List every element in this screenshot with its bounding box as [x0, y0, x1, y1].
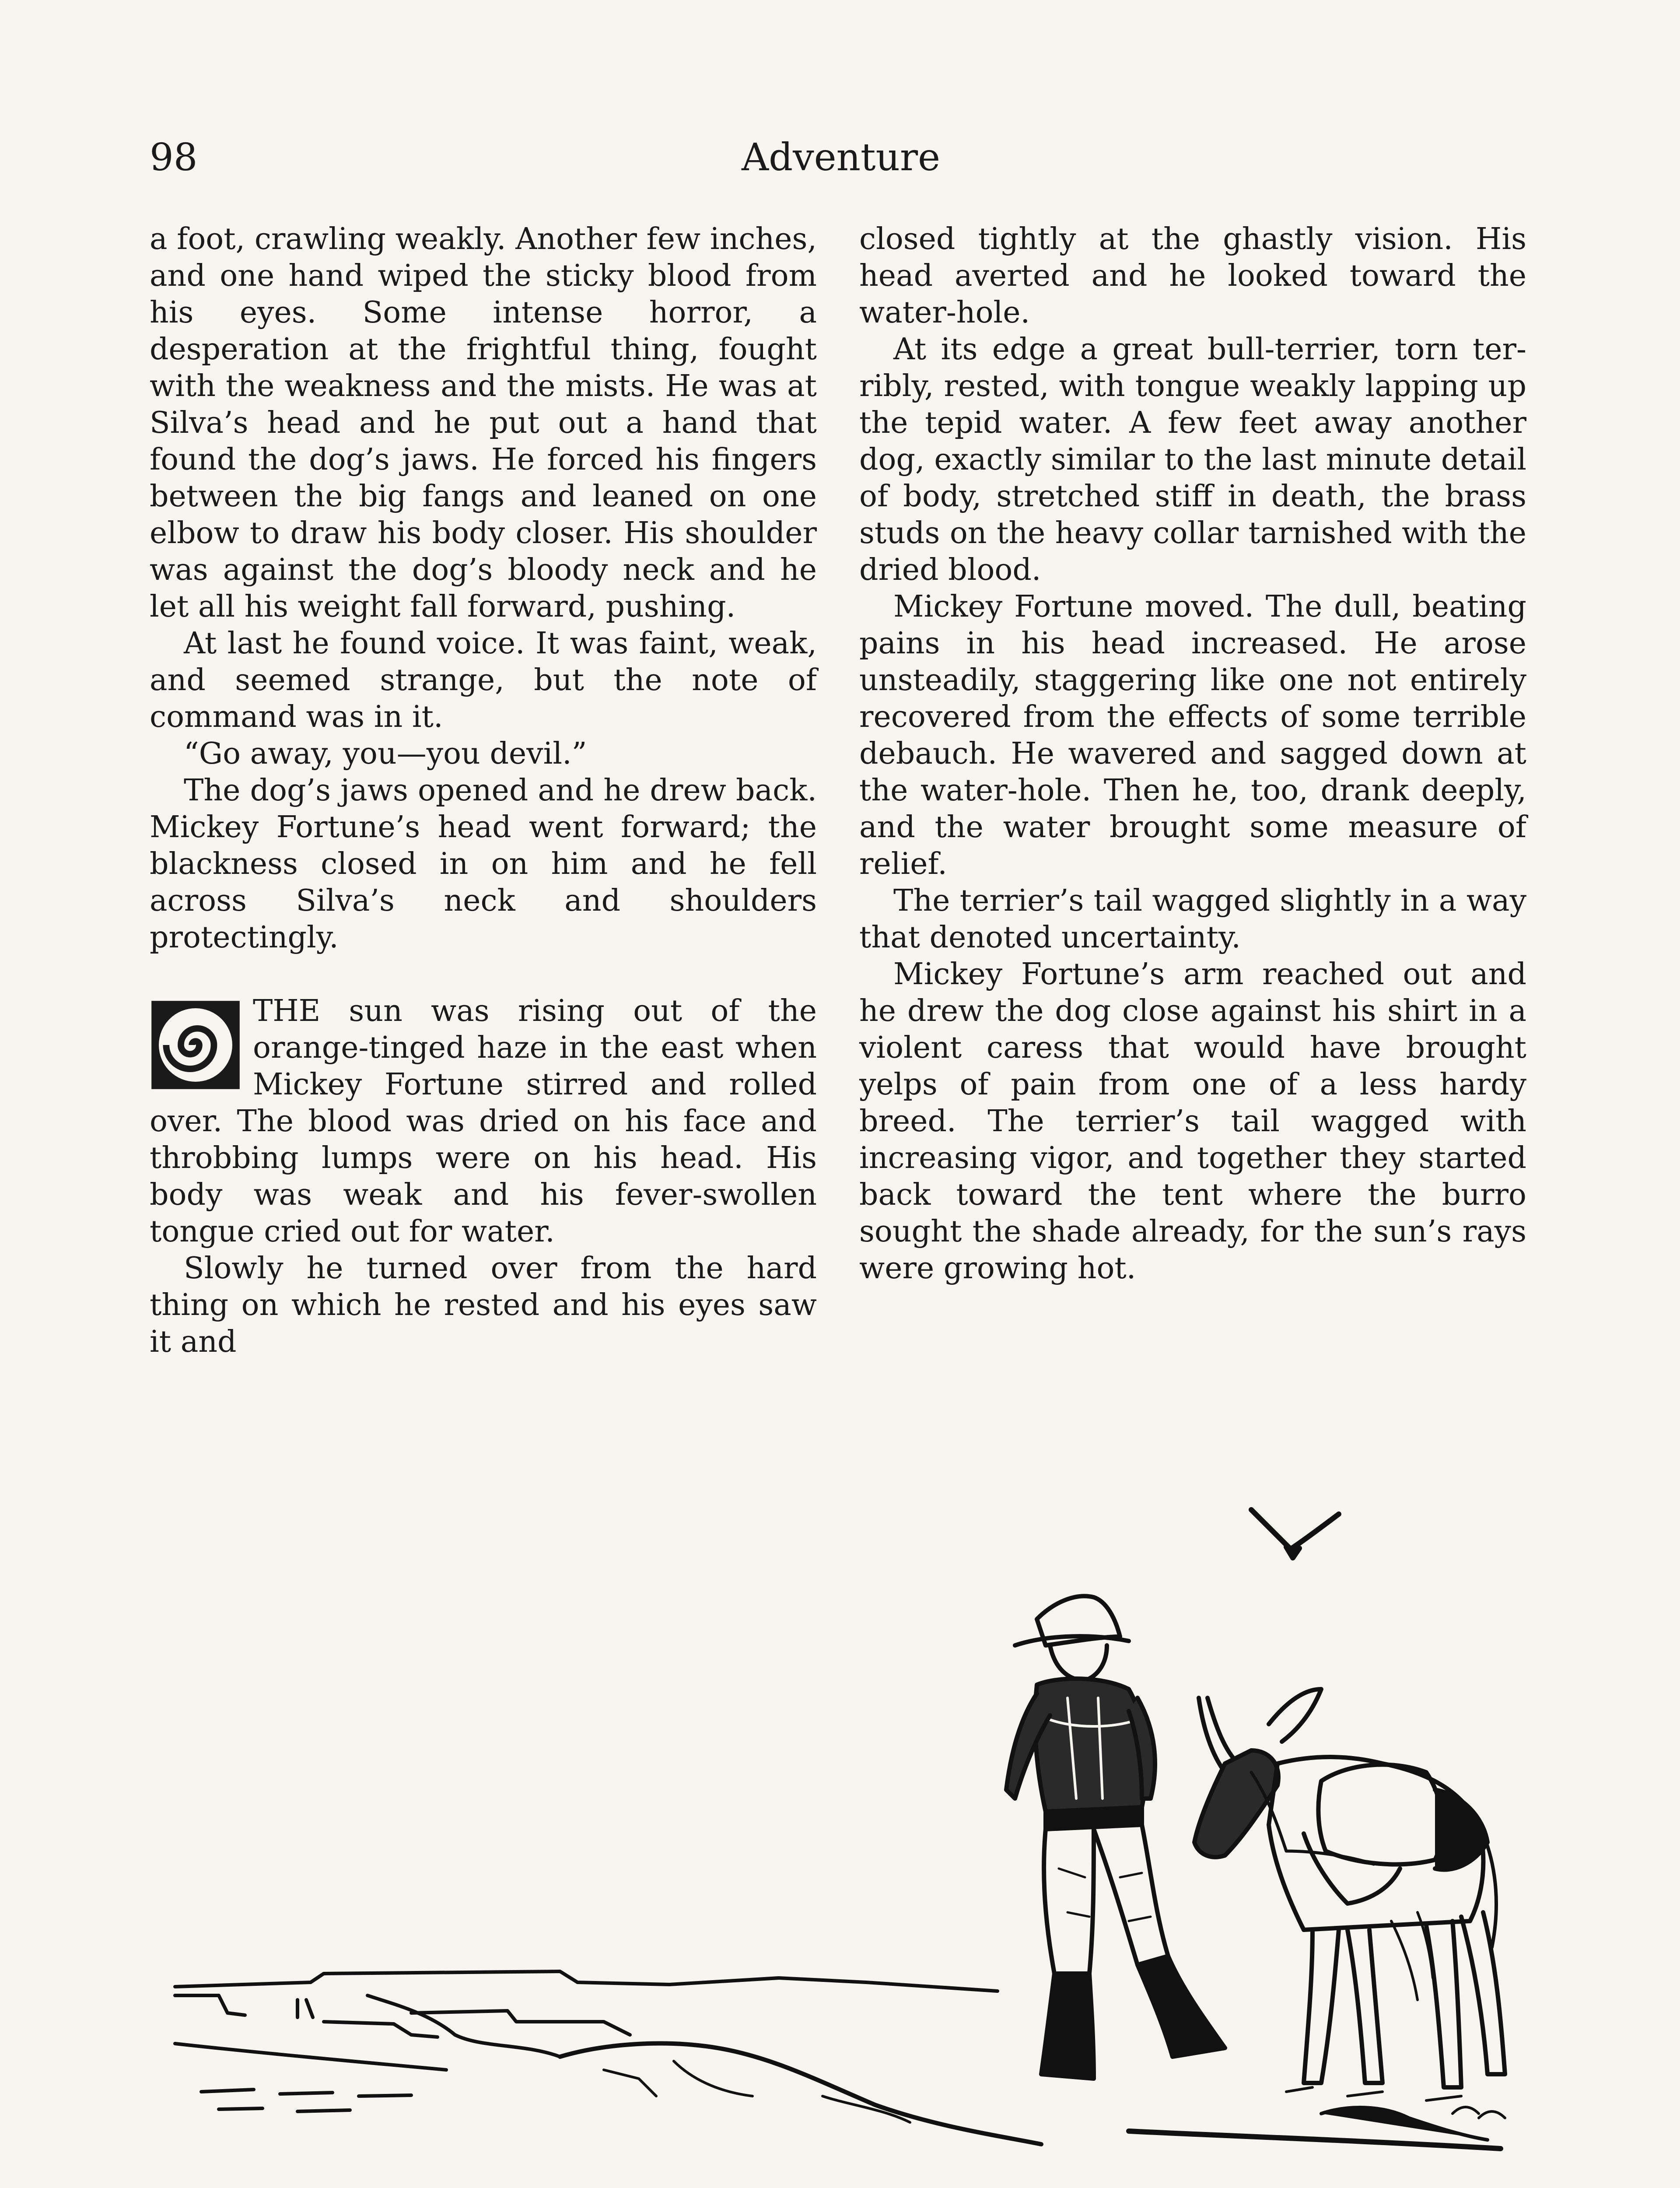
left-column	[150, 221, 817, 1360]
bird-icon	[1251, 1510, 1339, 1558]
paragraph: The dog’s jaws opened and he drew back. Mickey Fortune’s head went forward; the blackness closed in on him and he fell across Silva’s neck and shoulders protectingly.	[150, 773, 817, 955]
paragraph: Slowly he turned over from the hard thing on which he rested and his eyes saw it and	[150, 1251, 817, 1359]
paragraph: Mickey Fortune’s arm reached out and he drew the dog close against his shirt in a violent caress that would have brought yelps of pain from one of a less hardy breed. The terrier’s tail wagged with increasing vigor, and together they started back toward the tent where the burro sought the shade already, for the sun’s rays were growing hot.	[859, 957, 1526, 1286]
paragraph: “Go away, you—you devil.”	[184, 736, 587, 771]
page-number: 98	[150, 136, 198, 179]
section-start-paragraph	[150, 993, 817, 1250]
right-column	[859, 221, 1526, 1287]
paragraph: Mickey Fortune moved. The dull, beating pains in his head increased. He arose unsteadily, staggering like one not entirely recovered from the effects of some terrible debauch. He wavered and sagged down at the water-hole. Then he, too, drank deeply, and the water brought some measure of relief.	[859, 589, 1526, 881]
running-title: Adventure	[742, 136, 940, 179]
text-columns	[150, 221, 1532, 1359]
paragraph: At its edge a great bull-terrier, torn terribly, rested, with tongue weakly lapping up the tepid water. A few feet away another dog, exactly similar to the last minute detail of body, stretched stiff in death, the brass studs on the heavy collar tarnished with the dried blood.	[859, 332, 1526, 587]
paragraph: a foot, crawling weakly. Another few inches, and one hand wiped the sticky blood from his eyes. Some intense horror, a desperation at the frightful thing, fought with the weakness and the mists. He was at Silva’s head and he put out a hand that found the dog’s jaws. He forced his fingers between the big fangs and leaned on one elbow to draw his body closer. His shoulder was against the dog’s bloody neck and he let all his weight fall forward, pushing.	[150, 222, 817, 624]
page-header	[150, 127, 1532, 188]
paragraph: The terrier’s tail wagged slightly in a way that denoted uncertainty.	[859, 884, 1526, 955]
desert-man-burro-illustration	[166, 1492, 1531, 2170]
paragraph: At last he found voice. It was faint, weak, and seemed strange, but the note of command was in it.	[150, 626, 817, 734]
paragraph-text: THE sun was rising out of the orange-tinged haze in the east when Mickey Fortune stirred and rolled over. The blood was dried on his face and throbbing lumps were on his head. His body was weak and his fever-swollen tongue cried out for water.	[150, 994, 817, 1249]
swirl-ornament-icon	[150, 999, 242, 1091]
paragraph: closed tightly at the ghastly vision. His head averted and he looked toward the water-hole.	[859, 222, 1526, 330]
